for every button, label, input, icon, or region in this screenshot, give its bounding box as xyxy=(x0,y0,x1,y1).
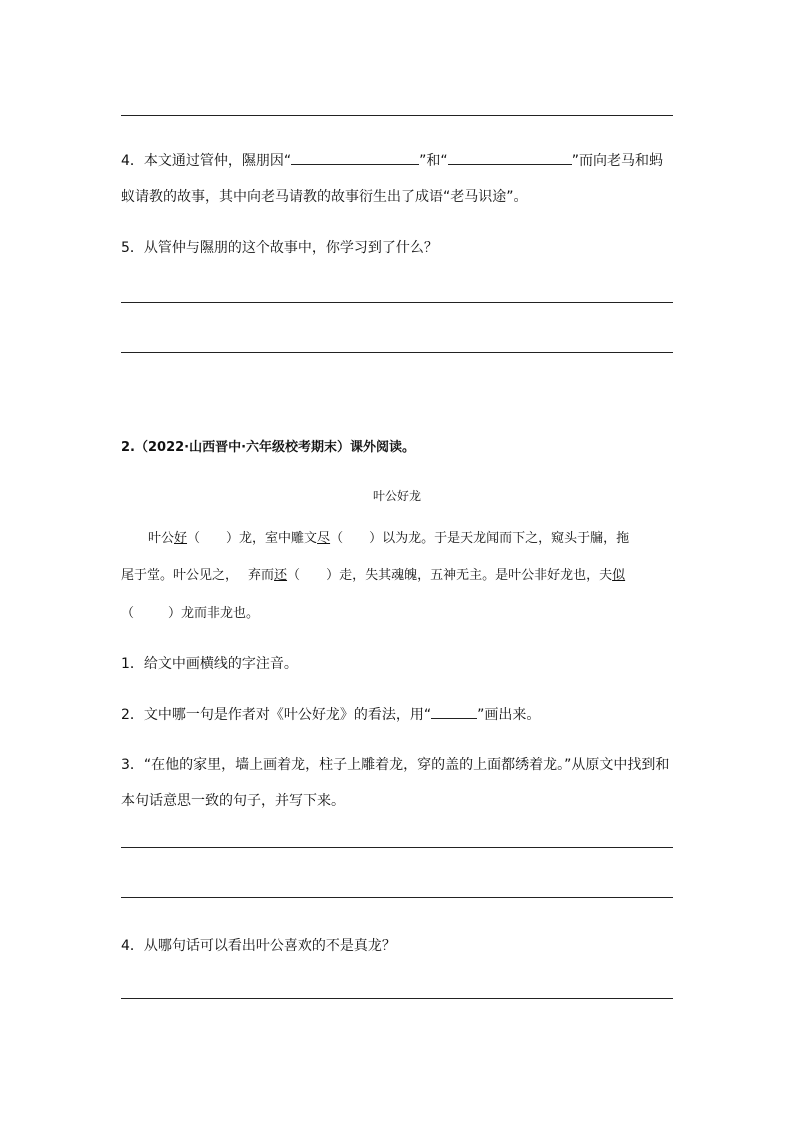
question-text: ”和“ xyxy=(419,153,448,169)
answer-line xyxy=(121,998,673,999)
fill-blank xyxy=(431,704,477,719)
underlined-char: 好 xyxy=(174,531,188,546)
question-3-line-2: 本句话意思一致的句子，并写下来。 xyxy=(121,793,345,809)
passage-line-3: （ ）龙而非龙也。 xyxy=(121,606,260,621)
answer-line xyxy=(121,115,673,116)
answer-line xyxy=(121,897,673,898)
question-3-line-1: 3．“在他的家里，墙上画着龙，柱子上雕着龙，穿的盖的上面都绣着龙。”从原文中找到和 xyxy=(121,757,670,773)
answer-line xyxy=(121,847,673,848)
fill-blank xyxy=(291,150,419,165)
fill-blank xyxy=(448,150,572,165)
question-text: 4．本文通过管仲，隰朋因“ xyxy=(121,153,292,169)
question-4-line-2: 蚁请教的故事，其中向老马请教的故事衍生出了成语“老马识途”。 xyxy=(121,189,528,205)
question-text: ”而向老马和蚂 xyxy=(571,153,663,169)
section-heading: 2.（2022·山西晋中·六年级校考期末）课外阅读。 xyxy=(121,440,416,455)
question-4-line-1 xyxy=(121,150,663,171)
underlined-char: 似 xyxy=(612,568,626,583)
passage-line-2: 尾于堂。叶公见之， 弃而还（ ）走，失其魂魄，五神无主。是叶公非好龙也，夫似 xyxy=(121,568,626,583)
underlined-char: 尽 xyxy=(317,531,331,546)
question-4: 4．从哪句话可以看出叶公喜欢的不是真龙？ xyxy=(121,938,396,954)
passage-line-1: 叶公好（ ）龙，室中雕文尽（ ）以为龙。于是天龙闻而下之，窥头于牖，拖 xyxy=(148,531,630,546)
answer-line xyxy=(121,302,673,303)
question-1: 1．给文中画横线的字注音。 xyxy=(121,656,298,672)
underlined-char: 还 xyxy=(274,568,288,583)
passage-title: 叶公好龙 xyxy=(372,489,421,503)
question-2: 2．文中哪一句是作者对《叶公好龙》的看法，用“ ”画出来。 xyxy=(121,704,540,725)
question-5: 5．从管仲与隰朋的这个故事中，你学习到了什么？ xyxy=(121,240,438,256)
answer-line xyxy=(121,352,673,353)
